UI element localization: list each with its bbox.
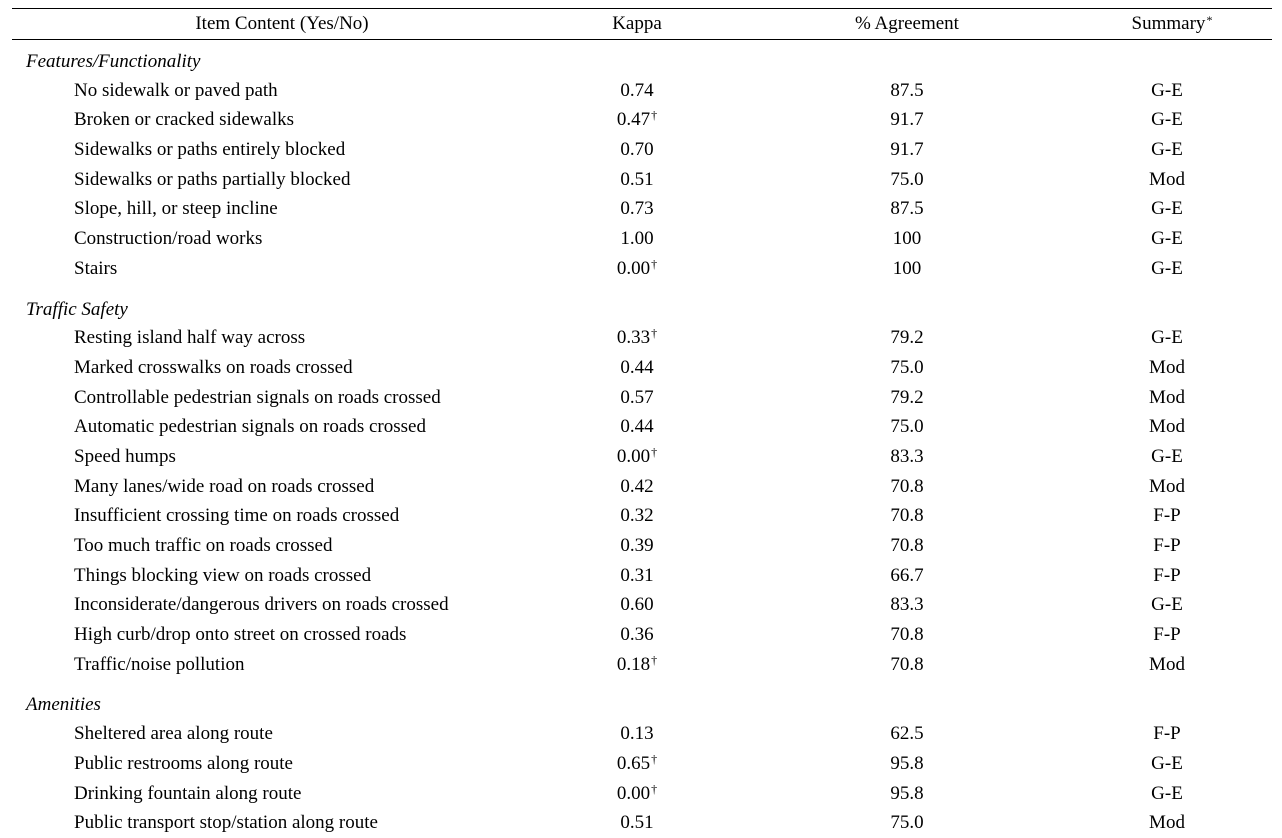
table-row [12, 620, 1272, 650]
table-row [12, 472, 1272, 502]
table-row [12, 561, 1272, 591]
row-agreement: 70.8 [890, 624, 924, 646]
table-body [12, 40, 1272, 838]
row-kappa [592, 105, 682, 135]
row-kappa-value: 0.60 [620, 594, 654, 616]
row-agreement: 75.0 [890, 356, 924, 378]
row-summary: Mod [1149, 416, 1185, 438]
row-kappa-value: 0.31 [620, 564, 654, 586]
row-agreement: 75.0 [890, 812, 924, 834]
row-kappa-footnote-mark: † [651, 751, 658, 766]
row-item-content: Slope, hill, or steep incline [74, 198, 278, 220]
row-kappa-value: 0.13 [620, 723, 654, 745]
row-kappa [592, 808, 682, 838]
row-summary: G-E [1151, 109, 1183, 131]
row-kappa-value: 0.57 [620, 386, 654, 408]
row-item-content: Stairs [74, 257, 118, 279]
table-row [12, 808, 1272, 838]
table-row [12, 194, 1272, 224]
section-title: Amenities [26, 694, 101, 716]
row-item-content: Speed humps [74, 445, 176, 467]
row-kappa [592, 412, 682, 442]
row-item-content: Things blocking view on roads crossed [74, 564, 372, 586]
row-item-content: Public transport stop/station along route [74, 812, 378, 834]
section-header-row [12, 689, 1272, 719]
row-kappa [592, 779, 682, 809]
row-agreement: 100 [892, 228, 922, 250]
table-row [12, 719, 1272, 749]
row-kappa [592, 749, 682, 779]
row-kappa-footnote-mark: † [651, 781, 658, 796]
row-item-content: Controllable pedestrian signals on roads crossed [74, 386, 441, 408]
row-agreement: 87.5 [890, 198, 924, 220]
row-kappa [592, 76, 682, 106]
row-summary: G-E [1151, 228, 1183, 250]
row-kappa [592, 383, 682, 413]
row-summary: G-E [1151, 327, 1183, 349]
row-kappa [592, 719, 682, 749]
row-kappa-footnote-mark: † [651, 326, 658, 341]
row-agreement: 70.8 [890, 475, 924, 497]
row-kappa [592, 323, 682, 353]
row-summary: F-P [1153, 564, 1181, 586]
header-summary-footnote-mark: * [1206, 13, 1213, 27]
row-kappa-value: 0.42 [620, 475, 654, 497]
row-kappa-value: 0.51 [620, 168, 654, 190]
row-agreement: 70.8 [890, 535, 924, 556]
table-row [12, 442, 1272, 472]
row-item-content: Automatic pedestrian signals on roads crossed [74, 416, 426, 438]
row-agreement: 91.7 [890, 139, 924, 161]
row-summary: G-E [1151, 257, 1183, 279]
row-kappa-footnote-mark: † [651, 108, 658, 123]
row-kappa [592, 472, 682, 502]
row-agreement: 95.8 [890, 752, 924, 774]
row-item-content: No sidewalk or paved path [74, 79, 278, 101]
row-item-content: Drinking fountain along route [74, 782, 302, 804]
row-agreement: 66.7 [890, 564, 924, 586]
row-kappa [592, 353, 682, 383]
row-summary: Mod [1149, 475, 1185, 497]
row-kappa-value: 0.39 [620, 535, 654, 556]
section-title: Features/Functionality [26, 51, 201, 72]
row-kappa-value: 0.00 [616, 257, 651, 279]
row-agreement: 87.5 [890, 79, 924, 101]
row-kappa [592, 501, 682, 531]
row-item-content: Construction/road works [74, 228, 263, 250]
row-kappa-value: 0.74 [620, 79, 654, 101]
header-agreement: % Agreement [855, 13, 959, 34]
section-header-row [12, 294, 1272, 324]
header-kappa: Kappa [612, 13, 662, 34]
row-kappa [592, 224, 682, 254]
row-kappa-value: 0.36 [620, 624, 654, 646]
row-kappa [592, 194, 682, 224]
header-summary-label: Summary [1131, 13, 1206, 34]
table-row [12, 590, 1272, 620]
table-row [12, 323, 1272, 353]
row-agreement: 91.7 [890, 109, 924, 131]
row-kappa-value: 1.00 [620, 228, 654, 250]
table-row [12, 353, 1272, 383]
row-summary: Mod [1149, 653, 1185, 675]
row-item-content: High curb/drop onto street on crossed roads [74, 624, 407, 646]
section-spacer [12, 284, 1272, 294]
row-kappa-footnote-mark: † [651, 256, 658, 271]
table-row [12, 650, 1272, 680]
table-row [12, 749, 1272, 779]
row-agreement: 79.2 [890, 327, 924, 349]
table-row [12, 254, 1272, 284]
row-agreement: 79.2 [890, 386, 924, 408]
row-kappa [592, 620, 682, 650]
row-item-content: Public restrooms along route [74, 752, 293, 774]
row-summary: G-E [1151, 752, 1183, 774]
row-item-content: Sidewalks or paths partially blocked [74, 168, 351, 190]
row-summary: G-E [1151, 594, 1183, 616]
row-kappa-footnote-mark: † [651, 652, 658, 667]
table-row [12, 76, 1272, 106]
row-kappa-value: 0.00 [616, 782, 651, 804]
row-agreement: 83.3 [890, 445, 924, 467]
row-summary: F-P [1153, 535, 1181, 556]
row-agreement: 75.0 [890, 416, 924, 438]
row-item-content: Resting island half way across [74, 327, 306, 349]
row-summary: Mod [1149, 168, 1185, 190]
row-summary: Mod [1149, 812, 1185, 834]
table-row [12, 105, 1272, 135]
row-item-content: Sheltered area along route [74, 723, 273, 745]
row-agreement: 83.3 [890, 594, 924, 616]
table-row [12, 412, 1272, 442]
row-summary: F-P [1153, 624, 1181, 646]
row-item-content: Traffic/noise pollution [74, 653, 245, 675]
agreement-table [12, 8, 1272, 838]
row-kappa [592, 135, 682, 165]
row-kappa [592, 531, 682, 561]
table-row [12, 165, 1272, 195]
row-kappa-value: 0.44 [620, 356, 654, 378]
row-agreement: 100 [892, 257, 922, 279]
row-item-content: Marked crosswalks on roads crossed [74, 356, 353, 378]
row-item-content: Broken or cracked sidewalks [74, 109, 295, 131]
row-summary: Mod [1149, 386, 1185, 408]
row-kappa-value: 0.18 [616, 653, 651, 675]
row-summary: G-E [1151, 445, 1183, 467]
row-kappa-value: 0.65 [616, 752, 651, 774]
row-kappa-value: 0.47 [616, 109, 651, 131]
row-summary: F-P [1153, 723, 1181, 745]
row-item-content: Insufficient crossing time on roads crossed [74, 505, 400, 527]
section-spacer [12, 679, 1272, 689]
row-kappa-value: 0.33 [616, 327, 651, 349]
row-item-content: Sidewalks or paths entirely blocked [74, 139, 346, 161]
row-kappa [592, 650, 682, 680]
table-row [12, 531, 1272, 561]
row-agreement: 75.0 [890, 168, 924, 190]
row-kappa-value: 0.00 [616, 445, 651, 467]
row-item-content: Many lanes/wide road on roads crossed [74, 475, 375, 497]
row-agreement: 70.8 [890, 653, 924, 675]
table-row [12, 501, 1272, 531]
row-kappa [592, 165, 682, 195]
row-summary: G-E [1151, 79, 1183, 101]
section-header-row [12, 46, 1272, 76]
row-kappa [592, 590, 682, 620]
row-kappa-value: 0.51 [620, 812, 654, 834]
header-summary [1112, 9, 1232, 39]
row-kappa [592, 561, 682, 591]
row-kappa-value: 0.44 [620, 416, 654, 438]
table-header-row [12, 9, 1272, 39]
section-title: Traffic Safety [26, 298, 128, 320]
row-item-content: Inconsiderate/dangerous drivers on roads crossed [74, 594, 449, 616]
row-kappa-value: 0.73 [620, 198, 654, 220]
table-row [12, 135, 1272, 165]
row-kappa-value: 0.32 [620, 505, 654, 527]
row-agreement: 95.8 [890, 782, 924, 804]
row-kappa [592, 254, 682, 284]
row-agreement: 62.5 [890, 723, 924, 745]
row-kappa-footnote-mark: † [651, 444, 658, 459]
row-summary: G-E [1151, 139, 1183, 161]
row-summary: G-E [1151, 782, 1183, 804]
row-kappa [592, 442, 682, 472]
table-row [12, 383, 1272, 413]
header-item-content: Item Content (Yes/No) [195, 13, 369, 34]
row-item-content: Too much traffic on roads crossed [74, 535, 333, 556]
row-kappa-value: 0.70 [620, 139, 654, 161]
row-summary: G-E [1151, 198, 1183, 220]
table-row [12, 779, 1272, 809]
row-summary: Mod [1149, 356, 1185, 378]
row-summary: F-P [1153, 505, 1181, 527]
row-agreement: 70.8 [890, 505, 924, 527]
table-row [12, 224, 1272, 254]
